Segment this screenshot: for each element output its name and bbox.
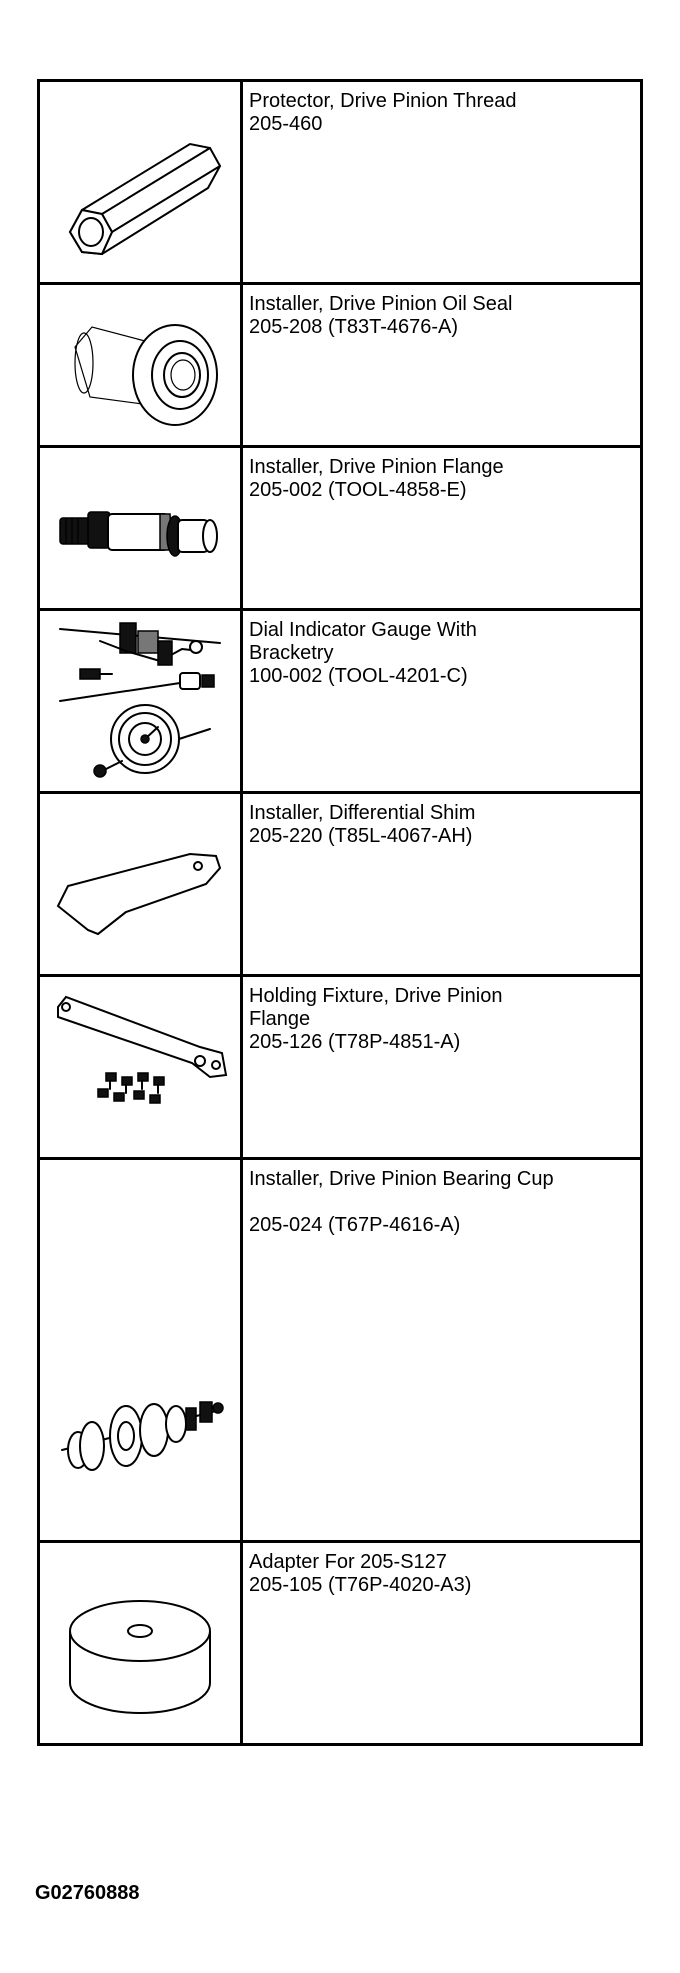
table-row (39, 1159, 642, 1542)
tool-description-cell (242, 976, 642, 1159)
table-row (39, 976, 642, 1159)
tool-description-cell (242, 793, 642, 976)
tool-number: 205-460 (249, 113, 323, 135)
tool-number: 205-024 (T67P-4616-A) (249, 1214, 461, 1236)
tool-name-line2: Flange (249, 1008, 311, 1030)
tool-number: 100-002 (TOOL-4201-C) (249, 665, 468, 687)
tool-name-line1: Dial Indicator Gauge With (249, 619, 477, 641)
tool-description-cell (242, 284, 642, 447)
adapter-icon (40, 1543, 240, 1746)
tool-name: Installer, Drive Pinion Bearing Cup (249, 1168, 554, 1190)
tool-description-cell (242, 81, 642, 284)
tool-description-cell (242, 1542, 642, 1745)
thread-protector-icon (40, 82, 240, 285)
tool-number: 205-002 (TOOL-4858-E) (249, 479, 467, 501)
tool-name: Installer, Drive Pinion Oil Seal (249, 293, 513, 315)
table-row (39, 610, 642, 793)
tool-illustration-cell (39, 1159, 242, 1542)
tool-description-cell (242, 610, 642, 793)
tool-illustration-cell (39, 793, 242, 976)
tool-illustration-cell (39, 447, 242, 610)
table-row (39, 1542, 642, 1745)
dial-indicator-icon (40, 611, 240, 794)
tool-number: 205-220 (T85L-4067-AH) (249, 825, 473, 847)
tool-name-line2: Bracketry (249, 642, 334, 664)
tool-illustration-cell (39, 81, 242, 284)
tool-illustration-cell (39, 976, 242, 1159)
tool-illustration-cell (39, 284, 242, 447)
table-row (39, 81, 642, 284)
holding-fixture-icon (40, 977, 240, 1160)
figure-id: G02760888 (35, 1882, 140, 1904)
tool-name: Adapter For 205-S127 (249, 1551, 447, 1573)
tool-description-cell (242, 447, 642, 610)
tool-number: 205-105 (T76P-4020-A3) (249, 1574, 472, 1596)
flange-installer-icon (40, 448, 240, 611)
table-row (39, 793, 642, 976)
tool-illustration-cell (39, 1542, 242, 1745)
tool-description-cell (242, 1159, 642, 1542)
oil-seal-installer-icon (40, 285, 240, 448)
special-tools-table (37, 79, 643, 1746)
table-row (39, 284, 642, 447)
tool-name: Protector, Drive Pinion Thread (249, 90, 517, 112)
tool-name: Installer, Differential Shim (249, 802, 476, 824)
bearing-cup-installer-icon (40, 1160, 240, 1543)
tool-number: 205-208 (T83T-4676-A) (249, 316, 459, 338)
tool-name-line1: Holding Fixture, Drive Pinion (249, 985, 503, 1007)
table-row (39, 447, 642, 610)
tool-illustration-cell (39, 610, 242, 793)
tool-number: 205-126 (T78P-4851-A) (249, 1031, 461, 1053)
shim-installer-icon (40, 794, 240, 977)
tool-name: Installer, Drive Pinion Flange (249, 456, 504, 478)
